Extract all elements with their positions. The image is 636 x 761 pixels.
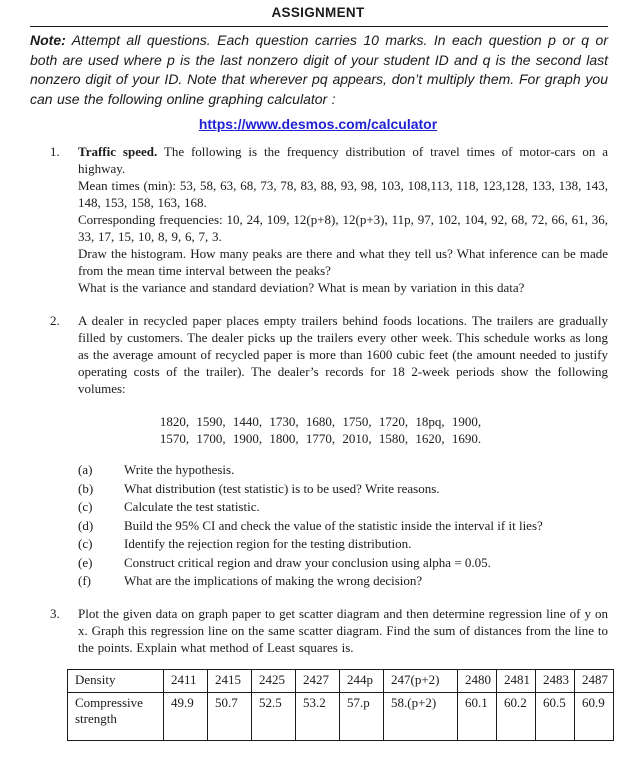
- q2-volumes: [78, 413, 608, 447]
- part-text: What distribution (test statistic) is to be used? Write reasons.: [124, 480, 440, 496]
- q3-data-table-wrap: [67, 669, 636, 741]
- table-cell: 58.(p+2): [384, 692, 458, 740]
- page-title: ASSIGNMENT: [271, 5, 365, 20]
- part-label: (f): [78, 573, 91, 588]
- row-header-density: Density: [68, 669, 164, 692]
- q3-intro: Plot the given data on graph paper to get scatter diagram and then determine regression line of y on x. Graph this regression line on the same scatter diagram. Find the sum of distances from the line to the points. Explain what method of Least squares is.: [78, 605, 608, 655]
- table-cell: 60.5: [536, 692, 575, 740]
- row-header-compressive-strength: Compressive strength: [68, 692, 164, 740]
- table-cell: 2411: [164, 669, 208, 692]
- part-label: (e): [78, 554, 93, 570]
- part-text: Identify the rejection region for the testing distribution.: [124, 536, 412, 551]
- q1-task-histogram: Draw the histogram. How many peaks are there and what they tell us? What inference can be made from the mean time interval between the peaks?: [78, 246, 608, 278]
- q2-part-b: [78, 480, 608, 499]
- question-1-body: [78, 143, 608, 296]
- table-cell: 247(p+2): [384, 669, 458, 692]
- table-cell: 2480: [458, 669, 497, 692]
- q2-part-c: [78, 498, 608, 517]
- table-cell: 2425: [252, 669, 296, 692]
- question-3-body: [78, 605, 608, 656]
- q2-parts-list: [78, 461, 608, 591]
- q1-intro: Traffic speed. The following is the frequency distribution of travel times of motor-cars on a highway.: [78, 144, 609, 176]
- q2-intro: A dealer in recycled paper places empty trailers behind foods locations. The trailers are gradually filled by customers. The dealer picks up the trailers every other week. This schedule works as long as the average amount of recycled paper is more than 1600 cubic feet (the amount needed to justify operating costs of the trailer). The dealer’s records for 18 2-week periods show the following volumes:: [78, 313, 608, 396]
- part-label: (b): [78, 480, 94, 496]
- q2-part-a: [78, 461, 608, 480]
- part-label: (c): [78, 536, 93, 551]
- table-cell: 60.2: [497, 692, 536, 740]
- table-cell: 244p: [340, 669, 384, 692]
- question-1: [50, 143, 608, 296]
- note-label: Note:: [30, 32, 66, 48]
- table-cell: 49.9: [164, 692, 208, 740]
- table-row-density: [68, 669, 614, 692]
- q1-frequencies: Corresponding frequencies: 10, 24, 109, 12(p+8), 12(p+3), 11p, 97, 102, 104, 92, 68, 72, 66, 61, 36, 33, 17, 15, 10, 8, 9, 6, 7, 3.: [78, 212, 608, 244]
- table-cell: 53.2: [296, 692, 340, 740]
- table-cell: 2483: [536, 669, 575, 692]
- table-cell: 57.p: [340, 692, 384, 740]
- part-text: Write the hypothesis.: [124, 462, 235, 477]
- table-cell: 2427: [296, 669, 340, 692]
- question-2: [50, 312, 608, 591]
- part-label: (a): [78, 462, 93, 477]
- table-cell: 2415: [208, 669, 252, 692]
- header-divider: [30, 26, 608, 27]
- table-cell: 2487: [575, 669, 614, 692]
- question-3-number: 3.: [50, 605, 60, 621]
- q1-title: Traffic speed.: [78, 144, 158, 159]
- table-cell: 2481: [497, 669, 536, 692]
- part-text: Calculate the test statistic.: [124, 499, 260, 514]
- part-label: (d): [78, 517, 94, 533]
- q2-part-e: [78, 554, 608, 573]
- part-text: Construct critical region and draw your conclusion using alpha = 0.05.: [124, 554, 491, 570]
- table-cell: 60.9: [575, 692, 614, 740]
- note-text: Attempt all questions. Each question carries 10 marks. In each question p or q or both are used where p is the last nonzero digit of your student ID and q is the second last nonzero digit of your ID. Note that wherever pq appears, don’t multiply them. For graph you can use the following online graphing calculator :: [30, 32, 608, 107]
- question-1-number: 1.: [50, 144, 60, 159]
- q2-part-c2: [78, 535, 608, 554]
- q2-volumes-line2: 1570, 1700, 1900, 1800, 1770, 2010, 1580, 1620, 1690.: [159, 431, 482, 446]
- question-3: [50, 605, 608, 656]
- question-2-number: 2.: [50, 313, 60, 328]
- table-row-compressive-strength: [68, 692, 614, 740]
- q1-task-variance: What is the variance and standard deviation? What is mean by variation in this data?: [78, 280, 525, 295]
- question-2-body: [78, 312, 608, 591]
- part-label: (c): [78, 499, 93, 514]
- table-cell: 52.5: [252, 692, 296, 740]
- desmos-link[interactable]: https://www.desmos.com/calculator: [198, 116, 438, 132]
- table-cell: 60.1: [458, 692, 497, 740]
- q2-part-f: [78, 572, 608, 591]
- calculator-link-row: [0, 116, 636, 133]
- table-cell: 50.7: [208, 692, 252, 740]
- assignment-note: [30, 31, 608, 109]
- part-text: What are the implications of making the wrong decision?: [124, 573, 423, 588]
- density-strength-table: [67, 669, 614, 741]
- q2-part-d: [78, 517, 608, 536]
- part-text: Build the 95% CI and check the value of the statistic inside the interval if it lies?: [124, 517, 543, 533]
- q1-mean-times: Mean times (min): 53, 58, 63, 68, 73, 78, 83, 88, 93, 98, 103, 108,113, 118, 123,128, 133, 138, 143, 148, 153, 158, 163, 168.: [78, 178, 608, 210]
- q2-volumes-line1: 1820, 1590, 1440, 1730, 1680, 1750, 1720, 18pq, 1900,: [159, 414, 482, 429]
